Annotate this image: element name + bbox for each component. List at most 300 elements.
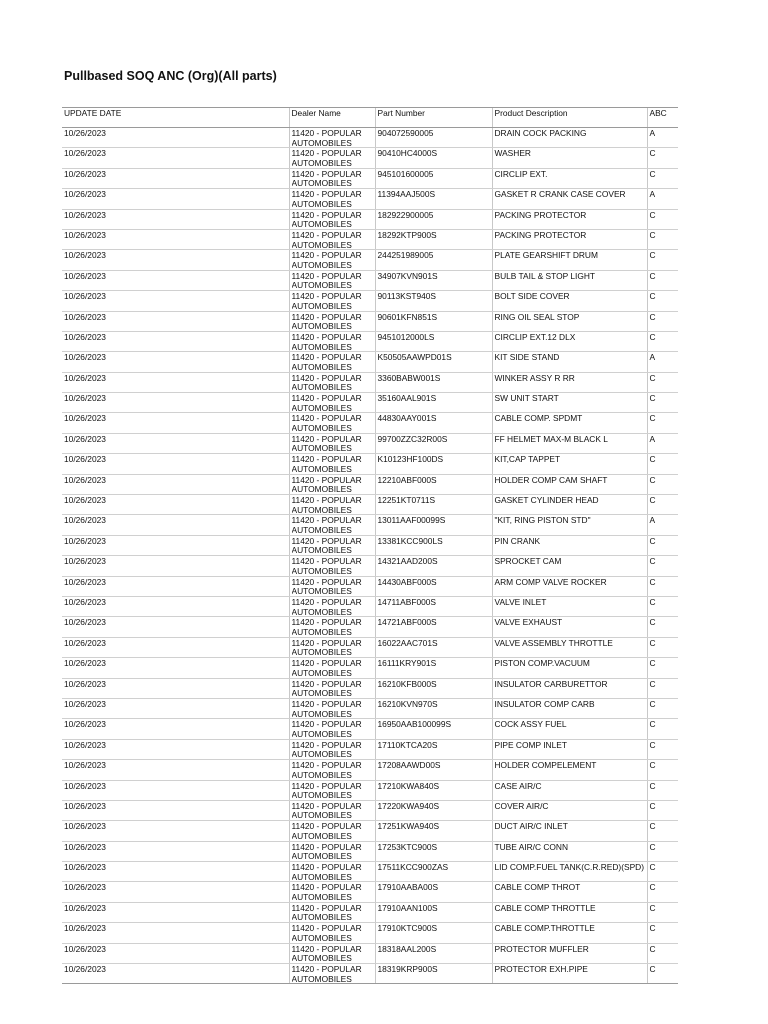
dealer-name-text: 11420 - POPULAR AUTOMOBILES (291, 353, 362, 372)
table-row (62, 637, 678, 657)
table-row (62, 250, 678, 270)
product-description-cell: PACKING PROTECTOR (492, 209, 647, 229)
abc-class-cell: C (647, 617, 678, 637)
part-number-cell: 17208AAWD00S (375, 760, 492, 780)
dealer-name-text: 11420 - POPULAR AUTOMOBILES (291, 373, 362, 393)
product-description-cell: CABLE COMP THROTTLE (492, 902, 647, 922)
table-row (62, 535, 678, 555)
update-date-cell: 10/26/2023 (62, 229, 289, 249)
part-number-cell: 182922900005 (375, 209, 492, 229)
product-description-cell: PROTECTOR MUFFLER (492, 943, 647, 963)
table-row (62, 229, 678, 249)
dealer-name-cell (289, 495, 375, 515)
dealer-name-text: 11420 - POPULAR AUTOMOBILES (291, 496, 362, 515)
dealer-name-cell (289, 433, 375, 453)
part-number-cell: 16210KVN970S (375, 698, 492, 718)
abc-class-cell: C (647, 372, 678, 392)
abc-class-cell: C (647, 882, 678, 902)
product-description-cell: PROTECTOR EXH.PIPE (492, 964, 647, 984)
dealer-name-cell (289, 515, 375, 535)
dealer-name-text: 11420 - POPULAR AUTOMOBILES (291, 801, 362, 821)
part-number-cell: 17910KTC900S (375, 923, 492, 943)
product-description-cell: WINKER ASSY R RR (492, 372, 647, 392)
product-description-cell: PISTON COMP.VACUUM (492, 658, 647, 678)
dealer-name-text: 11420 - POPULAR AUTOMOBILES (291, 842, 362, 862)
dealer-name-text: 11420 - POPULAR AUTOMOBILES (291, 720, 362, 739)
product-description-cell: DUCT AIR/C INLET (492, 821, 647, 841)
table-row (62, 148, 678, 168)
product-description-cell: PACKING PROTECTOR (492, 229, 647, 249)
update-date-cell: 10/26/2023 (62, 658, 289, 678)
part-number-cell: 17910AAN100S (375, 902, 492, 922)
update-date-cell: 10/26/2023 (62, 923, 289, 943)
page-title: Pullbased SOQ ANC (Org)(All parts) (64, 69, 277, 83)
product-description-cell: COVER AIR/C (492, 800, 647, 820)
part-number-cell: 16111KRY901S (375, 658, 492, 678)
product-description-cell: VALVE ASSEMBLY THROTTLE (492, 637, 647, 657)
dealer-name-text: 11420 - POPULAR AUTOMOBILES (291, 659, 362, 678)
table-row (62, 576, 678, 596)
dealer-name-cell (289, 678, 375, 698)
product-description-cell: CABLE COMP.THROTTLE (492, 923, 647, 943)
dealer-name-text: 11420 - POPULAR AUTOMOBILES (291, 883, 362, 902)
product-description-cell: ARM COMP VALVE ROCKER (492, 576, 647, 596)
product-description-cell: CABLE COMP. SPDMT (492, 413, 647, 433)
abc-class-cell: C (647, 495, 678, 515)
update-date-cell: 10/26/2023 (62, 413, 289, 433)
table-row (62, 189, 678, 209)
update-date-cell: 10/26/2023 (62, 596, 289, 616)
part-number-cell: 244251989005 (375, 250, 492, 270)
dealer-name-text: 11420 - POPULAR AUTOMOBILES (291, 903, 362, 923)
table-row (62, 862, 678, 882)
dealer-name-text: 11420 - POPULAR AUTOMOBILES (291, 516, 362, 535)
table-row (62, 270, 678, 290)
update-date-cell: 10/26/2023 (62, 128, 289, 148)
table-row (62, 760, 678, 780)
abc-class-cell: C (647, 148, 678, 168)
update-date-cell: 10/26/2023 (62, 291, 289, 311)
column-header-dealer-name: Dealer Name (289, 108, 375, 128)
abc-class-cell: A (647, 128, 678, 148)
table-row (62, 698, 678, 718)
part-number-cell: 17511KCC900ZAS (375, 862, 492, 882)
table-row (62, 800, 678, 820)
abc-class-cell: C (647, 862, 678, 882)
abc-class-cell: C (647, 760, 678, 780)
part-number-cell: 17253KTC900S (375, 841, 492, 861)
dealer-name-cell (289, 474, 375, 494)
abc-class-cell: A (647, 515, 678, 535)
product-description-cell: TUBE AIR/C CONN (492, 841, 647, 861)
product-description-cell: VALVE INLET (492, 596, 647, 616)
dealer-name-cell (289, 209, 375, 229)
dealer-name-text: 11420 - POPULAR AUTOMOBILES (291, 536, 362, 556)
abc-class-cell: C (647, 393, 678, 413)
part-number-cell: 904072590005 (375, 128, 492, 148)
part-number-cell: 11394AAJ500S (375, 189, 492, 209)
dealer-name-cell (289, 637, 375, 657)
update-date-cell: 10/26/2023 (62, 841, 289, 861)
product-description-cell: CIRCLIP EXT.12 DLX (492, 331, 647, 351)
dealer-name-cell (289, 617, 375, 637)
dealer-name-text: 11420 - POPULAR AUTOMOBILES (291, 312, 362, 331)
part-number-cell: 17220KWA940S (375, 800, 492, 820)
update-date-cell: 10/26/2023 (62, 964, 289, 984)
part-number-cell: 18292KTP900S (375, 229, 492, 249)
part-number-cell: 16950AAB100099S (375, 719, 492, 739)
table-row (62, 311, 678, 331)
column-header-part-number: Part Number (375, 108, 492, 128)
dealer-name-cell (289, 128, 375, 148)
table-header-row (62, 108, 678, 128)
dealer-name-cell (289, 760, 375, 780)
abc-class-cell: C (647, 556, 678, 576)
abc-class-cell: C (647, 841, 678, 861)
update-date-cell: 10/26/2023 (62, 270, 289, 290)
dealer-name-text: 11420 - POPULAR AUTOMOBILES (291, 169, 362, 189)
update-date-cell: 10/26/2023 (62, 943, 289, 963)
table-row (62, 902, 678, 922)
part-number-cell: 17210KWA840S (375, 780, 492, 800)
dealer-name-cell (289, 352, 375, 372)
table-row (62, 393, 678, 413)
part-number-cell: 9451012000LS (375, 331, 492, 351)
dealer-name-cell (289, 291, 375, 311)
dealer-name-cell (289, 250, 375, 270)
table-row (62, 433, 678, 453)
product-description-cell: PIPE COMP INLET (492, 739, 647, 759)
abc-class-cell: C (647, 943, 678, 963)
product-description-cell: INSULATOR CARBURETTOR (492, 678, 647, 698)
update-date-cell: 10/26/2023 (62, 148, 289, 168)
table-row (62, 617, 678, 637)
part-number-cell: 12210ABF000S (375, 474, 492, 494)
update-date-cell: 10/26/2023 (62, 637, 289, 657)
abc-class-cell: C (647, 311, 678, 331)
abc-class-cell: C (647, 739, 678, 759)
update-date-cell: 10/26/2023 (62, 454, 289, 474)
table-row (62, 964, 678, 984)
update-date-cell: 10/26/2023 (62, 433, 289, 453)
dealer-name-text: 11420 - POPULAR AUTOMOBILES (291, 699, 362, 719)
abc-class-cell: C (647, 229, 678, 249)
update-date-cell: 10/26/2023 (62, 250, 289, 270)
dealer-name-cell (289, 229, 375, 249)
dealer-name-cell (289, 739, 375, 759)
table-row (62, 413, 678, 433)
product-description-cell: HOLDER COMPELEMENT (492, 760, 647, 780)
dealer-name-cell (289, 719, 375, 739)
part-number-cell: 14430ABF000S (375, 576, 492, 596)
dealer-name-text: 11420 - POPULAR AUTOMOBILES (291, 761, 362, 780)
product-description-cell: CASE AIR/C (492, 780, 647, 800)
abc-class-cell: C (647, 413, 678, 433)
abc-class-cell: C (647, 474, 678, 494)
abc-class-cell: C (647, 270, 678, 290)
dealer-name-text: 11420 - POPULAR AUTOMOBILES (291, 271, 362, 291)
table-row (62, 372, 678, 392)
abc-class-cell: C (647, 698, 678, 718)
abc-class-cell: C (647, 719, 678, 739)
part-number-cell: 16022AAC701S (375, 637, 492, 657)
table-row (62, 923, 678, 943)
part-number-cell: 90601KFN851S (375, 311, 492, 331)
part-number-cell: 14711ABF000S (375, 596, 492, 616)
update-date-cell: 10/26/2023 (62, 474, 289, 494)
dealer-name-text: 11420 - POPULAR AUTOMOBILES (291, 781, 362, 800)
dealer-name-cell (289, 698, 375, 718)
dealer-name-text: 11420 - POPULAR AUTOMOBILES (291, 394, 362, 413)
update-date-cell: 10/26/2023 (62, 311, 289, 331)
table-row (62, 495, 678, 515)
column-header-update-date: UPDATE DATE (62, 108, 289, 128)
dealer-name-text: 11420 - POPULAR AUTOMOBILES (291, 434, 362, 454)
update-date-cell: 10/26/2023 (62, 576, 289, 596)
abc-class-cell: A (647, 352, 678, 372)
part-number-cell: 18319KRP900S (375, 964, 492, 984)
update-date-cell: 10/26/2023 (62, 556, 289, 576)
update-date-cell: 10/26/2023 (62, 719, 289, 739)
dealer-name-cell (289, 454, 375, 474)
dealer-name-text: 11420 - POPULAR AUTOMOBILES (291, 597, 362, 617)
dealer-name-text: 11420 - POPULAR AUTOMOBILES (291, 638, 362, 658)
abc-class-cell: C (647, 821, 678, 841)
product-description-cell: LID COMP.FUEL TANK(C.R.RED)(SPD) (492, 862, 647, 882)
product-description-cell: INSULATOR COMP CARB (492, 698, 647, 718)
dealer-name-text: 11420 - POPULAR AUTOMOBILES (291, 129, 362, 148)
dealer-name-cell (289, 270, 375, 290)
part-number-cell: K50505AAWPD01S (375, 352, 492, 372)
dealer-name-text: 11420 - POPULAR AUTOMOBILES (291, 455, 362, 474)
dealer-name-text: 11420 - POPULAR AUTOMOBILES (291, 822, 362, 841)
dealer-name-cell (289, 882, 375, 902)
dealer-name-cell (289, 148, 375, 168)
part-number-cell: 44830AAY001S (375, 413, 492, 433)
update-date-cell: 10/26/2023 (62, 515, 289, 535)
product-description-cell: SPROCKET CAM (492, 556, 647, 576)
abc-class-cell: C (647, 291, 678, 311)
dealer-name-cell (289, 862, 375, 882)
product-description-cell: BULB TAIL & STOP LIGHT (492, 270, 647, 290)
table-row (62, 209, 678, 229)
part-number-cell: 945101600005 (375, 168, 492, 188)
abc-class-cell: C (647, 923, 678, 943)
dealer-name-cell (289, 800, 375, 820)
dealer-name-cell (289, 841, 375, 861)
dealer-name-cell (289, 943, 375, 963)
abc-class-cell: C (647, 596, 678, 616)
dealer-name-text: 11420 - POPULAR AUTOMOBILES (291, 190, 362, 209)
product-description-cell: GASKET R CRANK CASE COVER (492, 189, 647, 209)
product-description-cell: DRAIN COCK PACKING (492, 128, 647, 148)
update-date-cell: 10/26/2023 (62, 739, 289, 759)
update-date-cell: 10/26/2023 (62, 678, 289, 698)
update-date-cell: 10/26/2023 (62, 882, 289, 902)
table-row (62, 556, 678, 576)
dealer-name-text: 11420 - POPULAR AUTOMOBILES (291, 414, 362, 433)
dealer-name-cell (289, 902, 375, 922)
part-number-cell: 14721ABF000S (375, 617, 492, 637)
dealer-name-cell (289, 393, 375, 413)
product-description-cell: BOLT SIDE COVER (492, 291, 647, 311)
dealer-name-cell (289, 576, 375, 596)
parts-table (62, 107, 678, 984)
product-description-cell: GASKET CYLINDER HEAD (492, 495, 647, 515)
dealer-name-text: 11420 - POPULAR AUTOMOBILES (291, 475, 362, 495)
dealer-name-cell (289, 372, 375, 392)
table-row (62, 454, 678, 474)
table-row (62, 331, 678, 351)
product-description-cell: "KIT, RING PISTON STD" (492, 515, 647, 535)
table-row (62, 678, 678, 698)
dealer-name-cell (289, 780, 375, 800)
dealer-name-text: 11420 - POPULAR AUTOMOBILES (291, 292, 362, 311)
table-row (62, 658, 678, 678)
product-description-cell: COCK ASSY FUEL (492, 719, 647, 739)
table-row (62, 515, 678, 535)
update-date-cell: 10/26/2023 (62, 760, 289, 780)
table-row (62, 739, 678, 759)
dealer-name-cell (289, 658, 375, 678)
dealer-name-cell (289, 596, 375, 616)
part-number-cell: 17110KTCA20S (375, 739, 492, 759)
dealer-name-text: 11420 - POPULAR AUTOMOBILES (291, 944, 362, 964)
part-number-cell: 12251KT0711S (375, 495, 492, 515)
product-description-cell: FF HELMET MAX-M BLACK L (492, 433, 647, 453)
part-number-cell: 17251KWA940S (375, 821, 492, 841)
abc-class-cell: C (647, 576, 678, 596)
column-header-product-description: Product Description (492, 108, 647, 128)
dealer-name-cell (289, 331, 375, 351)
abc-class-cell: C (647, 250, 678, 270)
update-date-cell: 10/26/2023 (62, 617, 289, 637)
dealer-name-text: 11420 - POPULAR AUTOMOBILES (291, 149, 362, 168)
update-date-cell: 10/26/2023 (62, 372, 289, 392)
update-date-cell: 10/26/2023 (62, 821, 289, 841)
update-date-cell: 10/26/2023 (62, 352, 289, 372)
update-date-cell: 10/26/2023 (62, 393, 289, 413)
dealer-name-cell (289, 535, 375, 555)
dealer-name-text: 11420 - POPULAR AUTOMOBILES (291, 230, 362, 250)
update-date-cell: 10/26/2023 (62, 902, 289, 922)
dealer-name-text: 11420 - POPULAR AUTOMOBILES (291, 618, 362, 637)
product-description-cell: CIRCLIP EXT. (492, 168, 647, 188)
product-description-cell: RING OIL SEAL STOP (492, 311, 647, 331)
product-description-cell: KIT SIDE STAND (492, 352, 647, 372)
product-description-cell: VALVE EXHAUST (492, 617, 647, 637)
update-date-cell: 10/26/2023 (62, 862, 289, 882)
part-number-cell: 35160AAL901S (375, 393, 492, 413)
update-date-cell: 10/26/2023 (62, 331, 289, 351)
dealer-name-text: 11420 - POPULAR AUTOMOBILES (291, 332, 362, 352)
abc-class-cell: C (647, 780, 678, 800)
product-description-cell: CABLE COMP THROT (492, 882, 647, 902)
abc-class-cell: C (647, 535, 678, 555)
update-date-cell: 10/26/2023 (62, 495, 289, 515)
abc-class-cell: C (647, 209, 678, 229)
update-date-cell: 10/26/2023 (62, 189, 289, 209)
table-row (62, 596, 678, 616)
dealer-name-cell (289, 189, 375, 209)
column-header-abc: ABC (647, 108, 678, 128)
abc-class-cell: C (647, 902, 678, 922)
update-date-cell: 10/26/2023 (62, 780, 289, 800)
dealer-name-text: 11420 - POPULAR AUTOMOBILES (291, 924, 362, 943)
dealer-name-text: 11420 - POPULAR AUTOMOBILES (291, 210, 362, 229)
part-number-cell: 18318AAL200S (375, 943, 492, 963)
table-row (62, 841, 678, 861)
table-row (62, 719, 678, 739)
table-row (62, 352, 678, 372)
update-date-cell: 10/26/2023 (62, 800, 289, 820)
dealer-name-text: 11420 - POPULAR AUTOMOBILES (291, 679, 362, 698)
table-row (62, 168, 678, 188)
table-row (62, 128, 678, 148)
product-description-cell: PLATE GEARSHIFT DRUM (492, 250, 647, 270)
dealer-name-cell (289, 168, 375, 188)
abc-class-cell: C (647, 678, 678, 698)
table-row (62, 882, 678, 902)
part-number-cell: 17910AABA00S (375, 882, 492, 902)
dealer-name-text: 11420 - POPULAR AUTOMOBILES (291, 965, 362, 984)
table-row (62, 780, 678, 800)
part-number-cell: 13011AAF00099S (375, 515, 492, 535)
table-body (62, 128, 678, 984)
abc-class-cell: C (647, 454, 678, 474)
part-number-cell: 99700ZZC32R00S (375, 433, 492, 453)
abc-class-cell: C (647, 964, 678, 984)
part-number-cell: 14321AAD200S (375, 556, 492, 576)
dealer-name-cell (289, 413, 375, 433)
table-row (62, 291, 678, 311)
dealer-name-text: 11420 - POPULAR AUTOMOBILES (291, 863, 362, 882)
table-row (62, 943, 678, 963)
product-description-cell: PIN CRANK (492, 535, 647, 555)
part-number-cell: 34907KVN901S (375, 270, 492, 290)
part-number-cell: 3360BABW001S (375, 372, 492, 392)
update-date-cell: 10/26/2023 (62, 535, 289, 555)
abc-class-cell: A (647, 433, 678, 453)
dealer-name-cell (289, 923, 375, 943)
part-number-cell: 13381KCC900LS (375, 535, 492, 555)
abc-class-cell: C (647, 637, 678, 657)
dealer-name-text: 11420 - POPULAR AUTOMOBILES (291, 251, 362, 270)
update-date-cell: 10/26/2023 (62, 168, 289, 188)
abc-class-cell: C (647, 168, 678, 188)
update-date-cell: 10/26/2023 (62, 209, 289, 229)
part-number-cell: 90113KST940S (375, 291, 492, 311)
part-number-cell: K10123HF100DS (375, 454, 492, 474)
dealer-name-text: 11420 - POPULAR AUTOMOBILES (291, 577, 362, 596)
part-number-cell: 90410HC4000S (375, 148, 492, 168)
table-row (62, 474, 678, 494)
dealer-name-text: 11420 - POPULAR AUTOMOBILES (291, 557, 362, 576)
update-date-cell: 10/26/2023 (62, 698, 289, 718)
table-row (62, 821, 678, 841)
product-description-cell: SW UNIT START (492, 393, 647, 413)
product-description-cell: HOLDER COMP CAM SHAFT (492, 474, 647, 494)
dealer-name-text: 11420 - POPULAR AUTOMOBILES (291, 740, 362, 760)
product-description-cell: WASHER (492, 148, 647, 168)
abc-class-cell: A (647, 189, 678, 209)
abc-class-cell: C (647, 800, 678, 820)
dealer-name-cell (289, 556, 375, 576)
dealer-name-cell (289, 311, 375, 331)
product-description-cell: KIT,CAP TAPPET (492, 454, 647, 474)
dealer-name-cell (289, 964, 375, 984)
part-number-cell: 16210KFB000S (375, 678, 492, 698)
